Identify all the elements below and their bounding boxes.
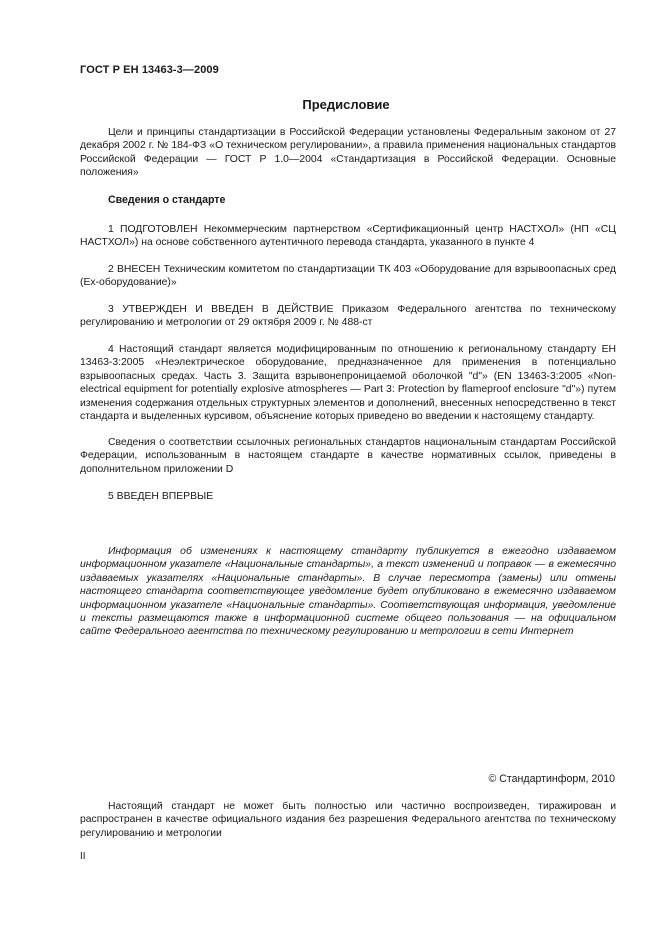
item-5-paragraph: 5 ВВЕДЕН ВПЕРВЫЕ: [108, 491, 214, 502]
copyright-line: © Стандартинформ, 2010: [488, 773, 615, 785]
intro-paragraph: Цели и принципы стандартизации в Российской Федерации установлены Федеральным законом от 27 декабря 2002 г. № 184-ФЗ «О техническом регулировании», а правила применения национальных стандартов Российской Федерации — ГОСТ Р 1.0—2004 «Стандартизация в Российской Федерации. Основные положения»: [80, 127, 616, 179]
section-heading: Сведения о стандарте: [108, 194, 226, 206]
item-2-paragraph: 2 ВНЕСЕН Техническим комитетом по стандартизации ТК 403 «Оборудование для взрывоопасных сред (Ех-оборудование)»: [80, 264, 616, 289]
item-4-note-paragraph: Сведения о соответствии ссылочных региональных стандартов национальным стандартам Российской Федерации, использованным в настоящем стандарте в качестве нормативных ссылок, приведены в дополнительном приложении D: [80, 437, 616, 475]
item-1-paragraph: 1 ПОДГОТОВЛЕН Некоммерческим партнерством «Сертификационный центр НАСТХОЛ» (НП «СЦ НАСТХОЛ») на основе собственного аутентичного перевода стандарта, указанного в пункте 4: [80, 224, 616, 249]
item-3-paragraph: 3 УТВЕРЖДЕН И ВВЕДЕН В ДЕЙСТВИЕ Приказом Федерального агентства по техническому регулированию и метрологии от 29 октября 2009 г. № 488-ст: [80, 304, 616, 329]
item-4-paragraph: 4 Настоящий стандарт является модифицированным по отношению к региональному стандарту ЕН 13463-3:2005 «Неэлектрическое оборудование, предназначенное для применения в потенциально взрывоопасных средах. Часть 3. Защита взрывонепроницаемой оболочкой "d"» (EN 13463-3:2005 «Non-electrical equipment for potentially explosive atmospheres — Part 3: Protection by flameproof enclosure "d"») путем изменения содержания отдельных структурных элементов и дополнений, внесенных непосредственно в текст стандарта и выделенных курсивом, объяснение которых приведено во введении к настоящему стандарту.: [80, 344, 616, 423]
standard-code: ГОСТ Р ЕН 13463-3—2009: [80, 64, 219, 76]
info-notice-paragraph: Информация об изменениях к настоящему стандарту публикуется в ежегодно издаваемом информационном указателе «Национальные стандарты», а текст изменений и поправок — в ежемесячно издаваемых указателях «Национальные стандарты». В случае пересмотра (замены) или отмены настоящего стандарта соответствующее уведомление будет опубликовано в ежемесячно издаваемом информационном указателе «Национальные стандарты». Соответствующая информация, уведомление и тексты размещаются также в информационной системе общего пользования — на официальном сайте Федерального агентства по техническому регулированию и метрологии в сети Интернет: [80, 546, 616, 638]
reproduction-notice-paragraph: Настоящий стандарт не может быть полностью или частично воспроизведен, тиражирован и распространен в качестве официального издания без разрешения Федерального агентства по техническому регулированию и метрологии: [80, 801, 616, 839]
page-number: II: [80, 851, 86, 862]
page-title: Предисловие: [302, 97, 390, 112]
